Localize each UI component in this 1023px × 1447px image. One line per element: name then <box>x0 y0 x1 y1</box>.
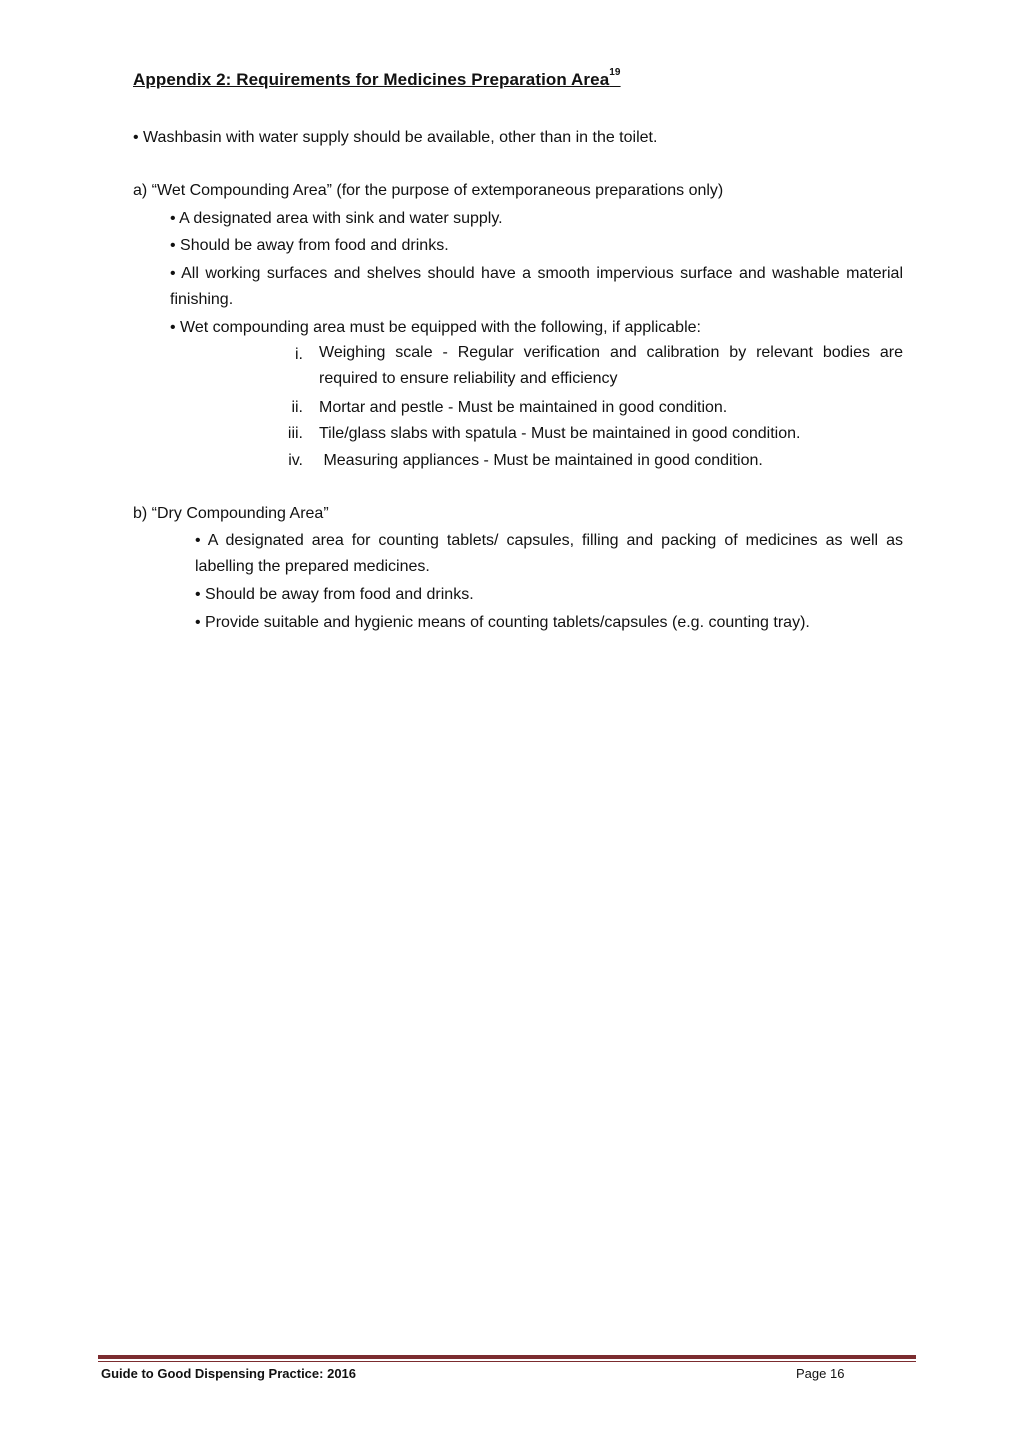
footer-document-title: Guide to Good Dispensing Practice: 2016 <box>101 1366 357 1381</box>
footer-page-number: Page 16 <box>796 1366 845 1381</box>
equipment-item: Mortar and pestle - Must be maintained in good condition. <box>319 399 728 416</box>
section-a-bullet: • All working surfaces and shelves should have a smooth impervious surface and washable material finishing. <box>170 265 903 308</box>
page-title-text: Appendix 2: Requirements for Medicines Preparation Area <box>133 70 610 89</box>
intro-bullet: • Washbasin with water supply should be available, other than in the toilet. <box>133 129 658 146</box>
section-b-bullet: • Should be away from food and drinks. <box>195 586 474 603</box>
equipment-item: Measuring appliances - Must be maintained in good condition. <box>319 452 763 469</box>
section-b-bullet: • Provide suitable and hygienic means of counting tablets/capsules (e.g. counting tray). <box>195 614 810 631</box>
equipment-item: Tile/glass slabs with spatula - Must be maintained in good condition. <box>319 425 801 442</box>
section-b-heading: b) “Dry Compounding Area” <box>133 505 329 522</box>
equipment-item: Weighing scale - Regular verification and calibration by relevant bodies are required to ensure reliability and efficiency <box>319 344 903 387</box>
equipment-numeral: i. <box>295 346 303 363</box>
section-a-heading: a) “Wet Compounding Area” (for the purpose of extemporaneous preparations only) <box>133 182 724 199</box>
equipment-numeral: ii. <box>291 399 303 416</box>
equipment-numeral: iv. <box>288 452 303 469</box>
section-a-bullet: • Should be away from food and drinks. <box>170 237 449 254</box>
section-a-bullet: • Wet compounding area must be equipped with the following, if applicable: <box>170 319 701 336</box>
footer-rule-thin <box>98 1361 916 1362</box>
footer-rule <box>98 1355 916 1359</box>
section-a-bullet: • A designated area with sink and water supply. <box>170 210 503 227</box>
section-b-bullet: • A designated area for counting tablets/ capsules, filling and packing of medicines as well as labelling the prepared medicines. <box>195 532 903 575</box>
equipment-numeral: iii. <box>287 425 303 442</box>
footnote-reference: 19 <box>609 67 621 78</box>
page-title <box>133 67 621 90</box>
